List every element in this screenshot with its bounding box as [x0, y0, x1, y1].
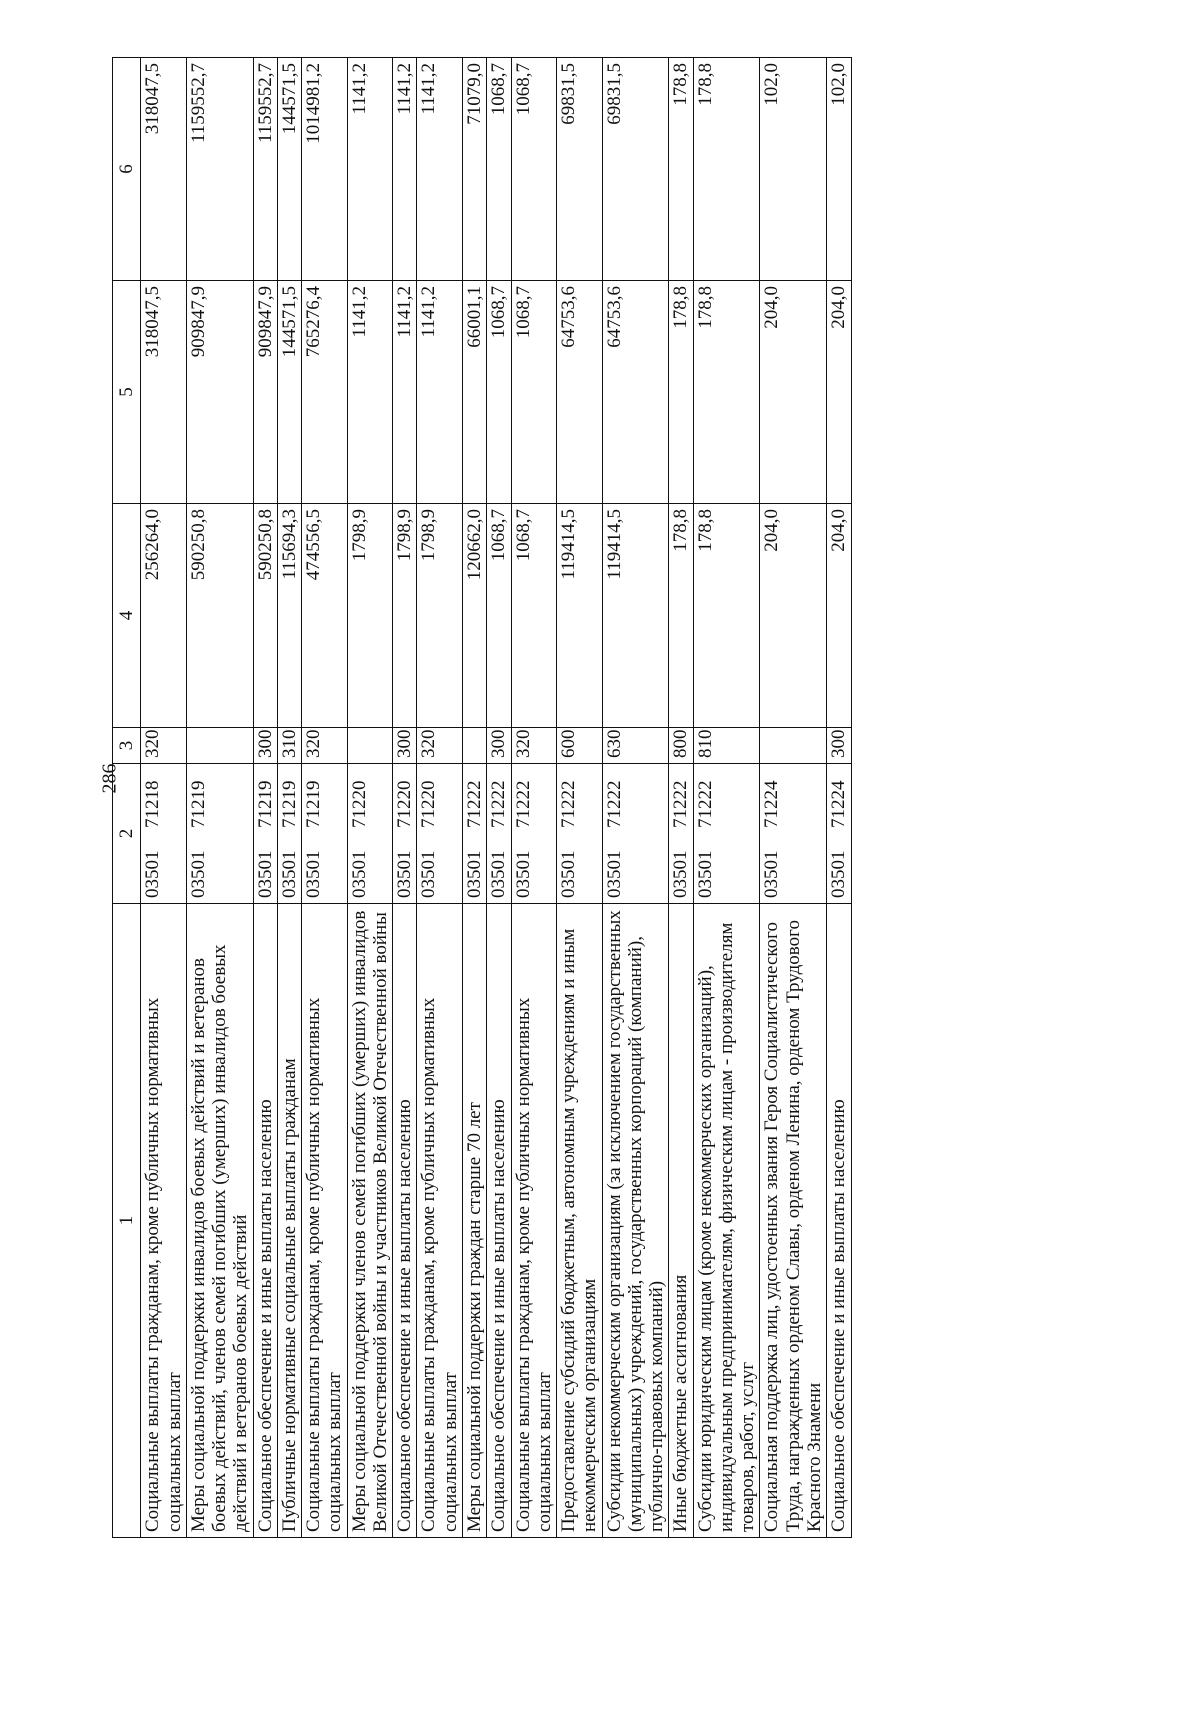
row-value-col5: 64753,6 — [602, 281, 669, 504]
row-value-col4: 115694,3 — [277, 504, 301, 728]
table-row — [462, 58, 486, 1538]
table-row — [669, 58, 693, 1538]
row-value-col6: 318047,5 — [141, 58, 187, 281]
row-code-cell — [417, 764, 463, 904]
row-name-cell: Социальные выплаты гражданам, кроме публичных нормативных социальных выплат — [511, 904, 557, 1538]
row-name-cell: Социальное обеспечение и иные выплаты населению — [827, 904, 851, 1538]
row-name-cell: Социальное обеспечение и иные выплаты населению — [253, 904, 277, 1538]
row-name-cell: Социальная поддержка лиц, удостоенных звания Героя Социалистического Труда, награжденных орденом Славы, орденом Ленина, орденом Трудового Красного Знамени — [760, 904, 827, 1538]
table-row — [186, 58, 253, 1538]
row-value-col5: 909847,9 — [186, 281, 253, 504]
budget-table-container — [112, 58, 1112, 1538]
row-value-col5: 178,8 — [669, 281, 693, 504]
row-value-col5: 204,0 — [760, 281, 827, 504]
row-code-cell — [827, 764, 851, 904]
row-program-code: 03501 — [348, 850, 370, 898]
row-value-col4: 120662,0 — [462, 504, 486, 728]
row-value-col5: 66001,1 — [462, 281, 486, 504]
row-value-col6: 71079,0 — [462, 58, 486, 281]
row-program-code: 03501 — [512, 850, 534, 898]
row-value-col6: 1141,2 — [347, 58, 393, 281]
row-program-code: 03501 — [303, 850, 325, 898]
row-value-col5: 1068,7 — [511, 281, 557, 504]
row-direction-code: 71222 — [488, 780, 510, 828]
row-direction-code: 71222 — [463, 780, 485, 828]
row-value-col4: 178,8 — [693, 504, 760, 728]
column-header: 1 — [113, 904, 141, 1538]
row-expense-type-cell — [186, 728, 253, 764]
row-value-col4: 178,8 — [669, 504, 693, 728]
row-value-col4: 590250,8 — [253, 504, 277, 728]
row-name-cell: Публичные нормативные социальные выплаты гражданам — [277, 904, 301, 1538]
table-row — [602, 58, 669, 1538]
header-row — [113, 58, 141, 1538]
row-value-col6: 102,0 — [760, 58, 827, 281]
row-value-col5: 1068,7 — [487, 281, 511, 504]
row-program-code: 03501 — [670, 850, 692, 898]
row-expense-type-cell: 320 — [141, 728, 187, 764]
row-value-col4: 1798,9 — [347, 504, 393, 728]
row-expense-type-cell: 300 — [487, 728, 511, 764]
row-expense-type-cell — [462, 728, 486, 764]
row-value-col4: 256264,0 — [141, 504, 187, 728]
row-code-cell — [669, 764, 693, 904]
row-program-code: 03501 — [254, 850, 276, 898]
row-name-cell: Меры социальной поддержки инвалидов боевых действий и ветеранов боевых действий, членов семей погибших (умерших) инвалидов боевых действий и ветеранов боевых действий — [186, 904, 253, 1538]
row-value-col5: 765276,4 — [302, 281, 348, 504]
table-row — [487, 58, 511, 1538]
column-header: 4 — [113, 504, 141, 728]
row-value-col4: 590250,8 — [186, 504, 253, 728]
row-expense-type-cell: 310 — [277, 728, 301, 764]
row-program-code: 03501 — [142, 850, 164, 898]
row-program-code: 03501 — [558, 850, 580, 898]
row-value-col5: 909847,9 — [253, 281, 277, 504]
row-value-col5: 64753,6 — [557, 281, 603, 504]
row-program-code: 03501 — [463, 850, 485, 898]
row-code-cell — [302, 764, 348, 904]
table-row — [277, 58, 301, 1538]
row-program-code: 03501 — [761, 850, 783, 898]
row-expense-type-cell: 320 — [511, 728, 557, 764]
row-program-code: 03501 — [828, 850, 850, 898]
row-name-cell: Социальные выплаты гражданам, кроме публичных нормативных социальных выплат — [141, 904, 187, 1538]
table-row — [557, 58, 603, 1538]
row-value-col6: 1141,2 — [417, 58, 463, 281]
table-row — [302, 58, 348, 1538]
row-value-col4: 204,0 — [760, 504, 827, 728]
row-code-cell — [760, 764, 827, 904]
row-name-cell: Меры социальной поддержки членов семей погибших (умерших) инвалидов Великой Отечественной войны и участников Великой Отечественной войны — [347, 904, 393, 1538]
row-code-cell — [186, 764, 253, 904]
row-code-cell — [462, 764, 486, 904]
row-expense-type-cell: 300 — [253, 728, 277, 764]
row-value-col6: 144571,5 — [277, 58, 301, 281]
row-program-code: 03501 — [418, 850, 440, 898]
row-expense-type-cell: 800 — [669, 728, 693, 764]
table-row — [417, 58, 463, 1538]
row-program-code: 03501 — [394, 850, 416, 898]
row-code-cell — [277, 764, 301, 904]
row-direction-code: 71224 — [761, 780, 783, 828]
table-row — [693, 58, 760, 1538]
table-row — [141, 58, 187, 1538]
row-direction-code: 71224 — [828, 780, 850, 828]
row-value-col4: 1068,7 — [487, 504, 511, 728]
row-program-code: 03501 — [694, 850, 716, 898]
row-value-col4: 119414,5 — [602, 504, 669, 728]
row-value-col4: 1798,9 — [417, 504, 463, 728]
row-value-col6: 1014981,2 — [302, 58, 348, 281]
row-code-cell — [602, 764, 669, 904]
row-program-code: 03501 — [278, 850, 300, 898]
row-value-col4: 1798,9 — [393, 504, 417, 728]
row-name-cell: Иные бюджетные ассигнования — [669, 904, 693, 1538]
row-code-cell — [693, 764, 760, 904]
row-value-col4: 1068,7 — [511, 504, 557, 728]
row-value-col6: 178,8 — [693, 58, 760, 281]
row-value-col6: 69831,5 — [557, 58, 603, 281]
row-value-col5: 178,8 — [693, 281, 760, 504]
row-direction-code: 71220 — [418, 780, 440, 828]
row-value-col5: 318047,5 — [141, 281, 187, 504]
row-value-col6: 178,8 — [669, 58, 693, 281]
row-value-col6: 1141,2 — [393, 58, 417, 281]
row-direction-code: 71219 — [254, 780, 276, 828]
row-value-col4: 119414,5 — [557, 504, 603, 728]
row-expense-type-cell: 810 — [693, 728, 760, 764]
row-direction-code: 71220 — [348, 780, 370, 828]
row-value-col5: 144571,5 — [277, 281, 301, 504]
row-name-cell: Социальное обеспечение и иные выплаты населению — [487, 904, 511, 1538]
budget-table — [112, 57, 852, 1538]
row-code-cell — [253, 764, 277, 904]
row-program-code: 03501 — [603, 850, 625, 898]
table-row — [253, 58, 277, 1538]
row-value-col4: 474556,5 — [302, 504, 348, 728]
row-direction-code: 71219 — [303, 780, 325, 828]
row-value-col4: 204,0 — [827, 504, 851, 728]
column-header: 3 — [113, 728, 141, 764]
row-direction-code: 71222 — [694, 780, 716, 828]
row-expense-type-cell — [760, 728, 827, 764]
table-body — [141, 58, 851, 1538]
row-value-col6: 1068,7 — [511, 58, 557, 281]
row-expense-type-cell: 300 — [393, 728, 417, 764]
row-direction-code: 71222 — [558, 780, 580, 828]
row-code-cell — [487, 764, 511, 904]
row-direction-code: 71218 — [142, 780, 164, 828]
row-name-cell: Меры социальной поддержки граждан старше 70 лет — [462, 904, 486, 1538]
table-header — [113, 58, 141, 1538]
row-code-cell — [347, 764, 393, 904]
row-name-cell: Социальные выплаты гражданам, кроме публичных нормативных социальных выплат — [417, 904, 463, 1538]
row-direction-code: 71219 — [278, 780, 300, 828]
row-expense-type-cell: 320 — [417, 728, 463, 764]
row-expense-type-cell: 320 — [302, 728, 348, 764]
row-direction-code: 71222 — [670, 780, 692, 828]
row-value-col6: 1068,7 — [487, 58, 511, 281]
page-number: 286 — [98, 763, 121, 794]
row-name-cell: Социальные выплаты гражданам, кроме публичных нормативных социальных выплат — [302, 904, 348, 1538]
row-program-code: 03501 — [488, 850, 510, 898]
row-code-cell — [141, 764, 187, 904]
row-direction-code: 71219 — [187, 780, 209, 828]
row-value-col6: 1159552,7 — [186, 58, 253, 281]
row-direction-code: 71222 — [512, 780, 534, 828]
row-expense-type-cell: 300 — [827, 728, 851, 764]
table-row — [347, 58, 393, 1538]
table-row — [760, 58, 827, 1538]
row-direction-code: 71222 — [603, 780, 625, 828]
row-expense-type-cell: 630 — [602, 728, 669, 764]
row-name-cell: Социальное обеспечение и иные выплаты населению — [393, 904, 417, 1538]
row-name-cell: Субсидии некоммерческим организациям (за исключением государственных (муниципальных) учреждений, государственных корпораций (компаний), публично-правовых компаний) — [602, 904, 669, 1538]
row-value-col6: 69831,5 — [602, 58, 669, 281]
row-program-code: 03501 — [187, 850, 209, 898]
column-header: 2 — [113, 764, 141, 904]
row-name-cell: Предоставление субсидий бюджетным, автономным учреждениям и иным некоммерческим организациям — [557, 904, 603, 1538]
table-row — [511, 58, 557, 1538]
row-expense-type-cell — [347, 728, 393, 764]
row-direction-code: 71220 — [394, 780, 416, 828]
row-code-cell — [557, 764, 603, 904]
column-header: 6 — [113, 58, 141, 281]
table-row — [827, 58, 851, 1538]
row-value-col5: 1141,2 — [417, 281, 463, 504]
row-code-cell — [511, 764, 557, 904]
row-value-col5: 1141,2 — [393, 281, 417, 504]
row-value-col6: 102,0 — [827, 58, 851, 281]
row-value-col5: 204,0 — [827, 281, 851, 504]
row-expense-type-cell: 600 — [557, 728, 603, 764]
row-name-cell: Субсидии юридическим лицам (кроме некоммерческих организаций), индивидуальным предпринимателям, физическим лицам - производителям товаров, работ, услуг — [693, 904, 760, 1538]
row-value-col5: 1141,2 — [347, 281, 393, 504]
row-value-col6: 1159552,7 — [253, 58, 277, 281]
table-row — [393, 58, 417, 1538]
row-code-cell — [393, 764, 417, 904]
column-header: 5 — [113, 281, 141, 504]
